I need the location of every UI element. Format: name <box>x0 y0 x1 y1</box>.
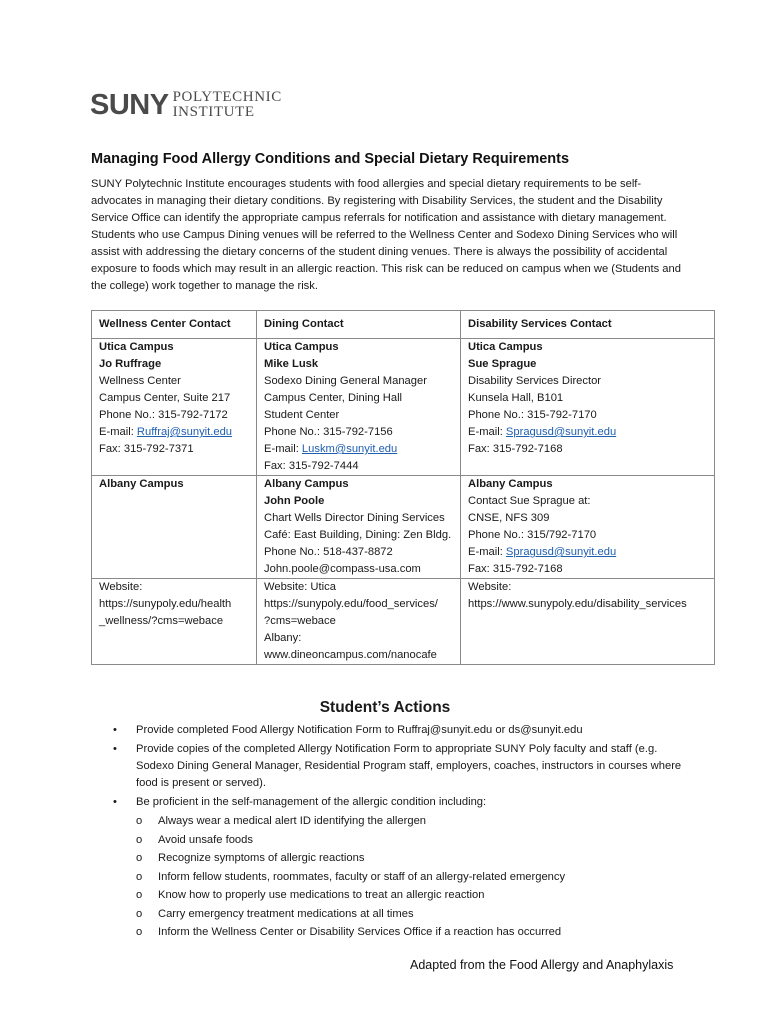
website-label: Website: <box>468 581 512 593</box>
location-line-2: Student Center <box>264 409 340 421</box>
logo-line-1: POLYTECHNIC <box>172 89 282 105</box>
phone-line: Phone No.: 315-792-7156 <box>264 426 393 438</box>
header-dining: Dining Contact <box>257 311 461 339</box>
footer-attribution: Adapted from the Food Allergy and Anaphylaxis <box>410 958 674 972</box>
table-row-albany <box>92 476 715 579</box>
email-label: E-mail: <box>99 426 137 438</box>
website-label: Website: Utica <box>264 581 336 593</box>
list-item-text: Be proficient in the self-management of the allergic condition including: <box>136 796 487 808</box>
email-label: E-mail: <box>264 443 302 455</box>
actions-list <box>110 722 690 945</box>
location-line: Campus Center, Dining Hall <box>264 392 403 404</box>
website-dining-cell <box>257 579 461 665</box>
website-url-albany: www.dineoncampus.com/nanocafe <box>264 649 437 661</box>
website-url-cont: _wellness/?cms=webace <box>99 615 224 627</box>
sub-list-item: o Recognize symptoms of allergic reactions <box>136 850 690 869</box>
intro-paragraph: SUNY Polytechnic Institute encourages students with food allergies and special dietary requirements to be self-advocates in managing their dietary conditions. By registering with Disability Services, the student and the Disability Service Office can identify the appropriate campus referrals for notification and assistance with dietary management. Students who use Campus Dining venues will be referred to the Wellness Center and Sodexo Dining Services who will assist with addressing the dietary concerns of the student dining venues. There is always the possibility of accidental exposure to foods which may result in an allergic reaction. This risk can be reduced on campus when we (Students and the college) work together to manage the risk. <box>91 178 681 292</box>
logo-line-2: INSTITUTE <box>172 104 255 120</box>
website-url: https://sunypoly.edu/health <box>99 598 232 610</box>
email-line <box>264 441 453 458</box>
sub-list-item: o Inform fellow students, roommates, faculty or staff of an allergy-related emergency <box>136 869 690 888</box>
header-disability: Disability Services Contact <box>461 311 715 339</box>
email-line <box>468 424 707 441</box>
website-label: Website: <box>99 581 143 593</box>
website-disability-cell <box>461 579 715 665</box>
office-line: Wellness Center <box>99 375 181 387</box>
location-line: CNSE, NFS 309 <box>468 512 550 524</box>
table-header-row <box>92 311 715 339</box>
albany-wellness-cell <box>92 476 257 579</box>
email-link[interactable]: Spragusd@sunyit.edu <box>505 426 617 438</box>
fax-line: Fax: 315-792-7168 <box>468 563 563 575</box>
document-title: Managing Food Allergy Conditions and Special Dietary Requirements <box>91 151 570 167</box>
location-line: Café: East Building, Dining: Zen Bldg. <box>264 529 452 541</box>
contact-name: Sue Sprague <box>468 358 537 370</box>
phone-line: Phone No.: 315-792-7172 <box>99 409 228 421</box>
email-link[interactable]: Ruffraj@sunyit.edu <box>136 426 233 438</box>
fax-line: Fax: 315-792-7168 <box>468 443 563 455</box>
phone-line: Phone No.: 315-792-7170 <box>468 409 597 421</box>
contact-name: Jo Ruffrage <box>99 358 162 370</box>
students-actions-heading: Student’s Actions <box>319 699 451 716</box>
list-item: • Provide copies of the completed Allergy Notification Form to appropriate SUNY Poly faculty and staff (e.g. Sodexo Dining General Manager, Residential Program staff, employers, coaches, instructors in courses where food is present or served). <box>110 741 690 792</box>
sub-list-item: o Know how to properly use medications to treat an allergic reaction <box>136 887 690 906</box>
email-line <box>468 544 707 561</box>
contacts-table <box>91 310 715 665</box>
sub-list-item: o Inform the Wellness Center or Disability Services Office if a reaction has occurred <box>136 924 690 943</box>
utica-dining-cell <box>257 339 461 476</box>
albany-disability-cell <box>461 476 715 579</box>
table-row-website <box>92 579 715 665</box>
utica-disability-cell <box>461 339 715 476</box>
title-line: Sodexo Dining General Manager <box>264 375 427 387</box>
email-line <box>99 424 249 441</box>
sub-actions-list <box>136 813 690 943</box>
contact-line: Contact Sue Sprague at: <box>468 495 591 507</box>
website-wellness-cell <box>92 579 257 665</box>
campus-label: Albany Campus <box>99 478 184 490</box>
fax-line: Fax: 315-792-7371 <box>99 443 194 455</box>
logo-suny-text: SUNY <box>90 88 169 121</box>
logo-institute-text <box>173 90 282 120</box>
website-url-cont: ?cms=webace <box>264 615 336 627</box>
email-label: E-mail: <box>468 426 506 438</box>
website-label-albany: Albany: <box>264 632 302 644</box>
phone-line: Phone No.: 518-437-8872 <box>264 546 393 558</box>
contact-name: Mike Lusk <box>264 358 319 370</box>
contact-name: John Poole <box>264 495 325 507</box>
suny-poly-logo <box>90 90 282 120</box>
website-url: https://sunypoly.edu/food_services/ <box>264 598 438 610</box>
title-line: Disability Services Director <box>468 375 602 387</box>
campus-label: Utica Campus <box>468 341 543 353</box>
header-wellness: Wellness Center Contact <box>92 311 257 339</box>
email-link[interactable]: Spragusd@sunyit.edu <box>505 546 617 558</box>
location-line: Campus Center, Suite 217 <box>99 392 231 404</box>
campus-label: Albany Campus <box>468 478 553 490</box>
sub-list-item: o Carry emergency treatment medications at all times <box>136 906 690 925</box>
list-item <box>110 794 690 943</box>
website-url: https://www.sunypoly.edu/disability_services <box>468 598 687 610</box>
location-line: Kunsela Hall, B101 <box>468 392 564 404</box>
email-label: E-mail: <box>468 546 506 558</box>
title-line: Chart Wells Director Dining Services <box>264 512 445 524</box>
albany-dining-cell <box>257 476 461 579</box>
sub-list-item: o Always wear a medical alert ID identifying the allergen <box>136 813 690 832</box>
fax-line: Fax: 315-792-7444 <box>264 460 359 472</box>
campus-label: Utica Campus <box>264 341 339 353</box>
phone-line: Phone No.: 315/792-7170 <box>468 529 597 541</box>
campus-label: Utica Campus <box>99 341 174 353</box>
list-item: • Provide completed Food Allergy Notification Form to Ruffraj@sunyit.edu or ds@sunyit.edu <box>110 722 690 739</box>
campus-label: Albany Campus <box>264 478 349 490</box>
email-link[interactable]: Luskm@sunyit.edu <box>301 443 398 455</box>
table-row-utica <box>92 339 715 476</box>
email-line: John.poole@compass-usa.com <box>264 563 421 575</box>
utica-wellness-cell <box>92 339 257 476</box>
sub-list-item: o Avoid unsafe foods <box>136 832 690 851</box>
